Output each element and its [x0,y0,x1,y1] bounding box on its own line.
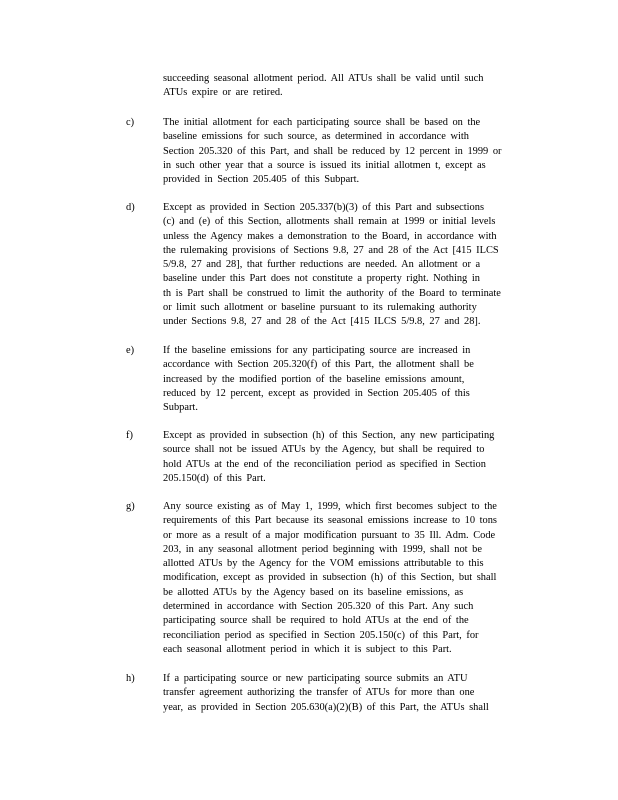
text-line: unless the Agency makes a demonstration to the Board, in accordance with [163,230,497,242]
text-line: hold ATUs at the end of the reconciliation period as specified in Section [163,458,486,470]
text-line: allotted ATUs by the Agency for the VOM emissions attributable to this [163,558,484,570]
text-line: Subpart. [163,402,198,414]
text-line: 205.150(d) of this Part. [163,472,266,484]
text-line: increased by the modified portion of the baseline emissions amount, [163,373,465,385]
paragraph-label: f) [126,430,133,441]
continuation-text [163,72,483,101]
text-line: Section 205.320 of this Part, and shall be reduced by 12 percent in 1999 or [163,145,502,157]
text-line: or more as a result of a major modification pursuant to 35 Ill. Adm. Code [163,529,496,541]
text-line: be allotted ATUs by the Agency based on its baseline emissions, as [163,586,464,598]
text-line: If the baseline emissions for any participating source are increased in [163,345,471,356]
paragraph-body [163,672,489,715]
text-line: determined in accordance with Section 205.320 of this Part. Any such [163,601,474,613]
paragraph-body [163,500,497,657]
text-line: Any source existing as of May 1, 1999, which first becomes subject to the [163,501,497,512]
text-line: reduced by 12 percent, except as provided in Section 205.405 of this [163,387,470,399]
paragraph-label: c) [126,117,135,128]
paragraph-body [163,201,501,330]
text-line: 5/9.8, 27 and 28], that further reductions are needed. An allotment or a [163,259,481,271]
text-line: source shall not be issued ATUs by the Agency, but shall be required to [163,444,485,456]
paragraph-label: g) [126,501,135,512]
paragraph-label: e) [126,345,135,356]
text-line: in such other year that a source is issued its initial allotmen t, except as [163,159,486,171]
text-line: If a participating source or new participating source submits an ATU [163,673,468,684]
text-line: Except as provided in Section 205.337(b)(3) of this Part and subsections [163,202,484,213]
text-line: baseline under this Part does not constitute a property right. Nothing in [163,273,480,285]
paragraph-label: h) [126,673,135,684]
text-line: the rulemaking provisions of Sections 9.8, 27 and 28 of the Act [415 ILCS [163,244,499,256]
text-line: participating source shall be required to hold ATUs at the end of the [163,615,469,627]
text-line: 203, in any seasonal allotment period beginning with 1999, shall not be [163,543,482,555]
text-line: transfer agreement authorizing the transfer of ATUs for more than one [163,687,475,699]
text-line: reconciliation period as specified in Section 205.150(c) of this Part, for [163,629,479,641]
text-line: succeeding seasonal allotment period. All ATUs shall be valid until such [163,73,484,84]
text-line: Except as provided in subsection (h) of this Section, any new participating [163,430,495,441]
text-line: requirements of this Part because its seasonal emissions increase to 10 tons [163,515,497,527]
text-line: baseline emissions for such source, as determined in accordance with [163,131,469,143]
text-line: (c) and (e) of this Section, allotments shall remain at 1999 or initial levels [163,216,496,228]
text-line: modification, except as provided in subsection (h) of this Section, but shall [163,572,497,584]
text-line: th is Part shall be construed to limit the authority of the Board to terminate [163,287,501,299]
text-line: each seasonal allotment period in which it is subject to this Part. [163,643,452,655]
text-line: year, as provided in Section 205.630(a)(2)(B) of this Part, the ATUs shall [163,701,489,713]
text-line: provided in Section 205.405 of this Subpart. [163,174,360,186]
paragraph-body [163,116,502,187]
text-line: or limit such allotment or baseline pursuant to its rulemaking authority [163,302,477,314]
text-line: accordance with Section 205.320(f) of this Part, the allotment shall be [163,359,474,371]
text-line: under Sections 9.8, 27 and 28 of the Act [415 ILCS 5/9.8, 27 and 28]. [163,316,481,328]
text-line: ATUs expire or are retired. [163,87,283,99]
paragraph-label: d) [126,202,135,213]
paragraph-body [163,344,474,415]
text-line: The initial allotment for each participating source shall be based on the [163,117,481,128]
paragraph-body [163,429,494,486]
